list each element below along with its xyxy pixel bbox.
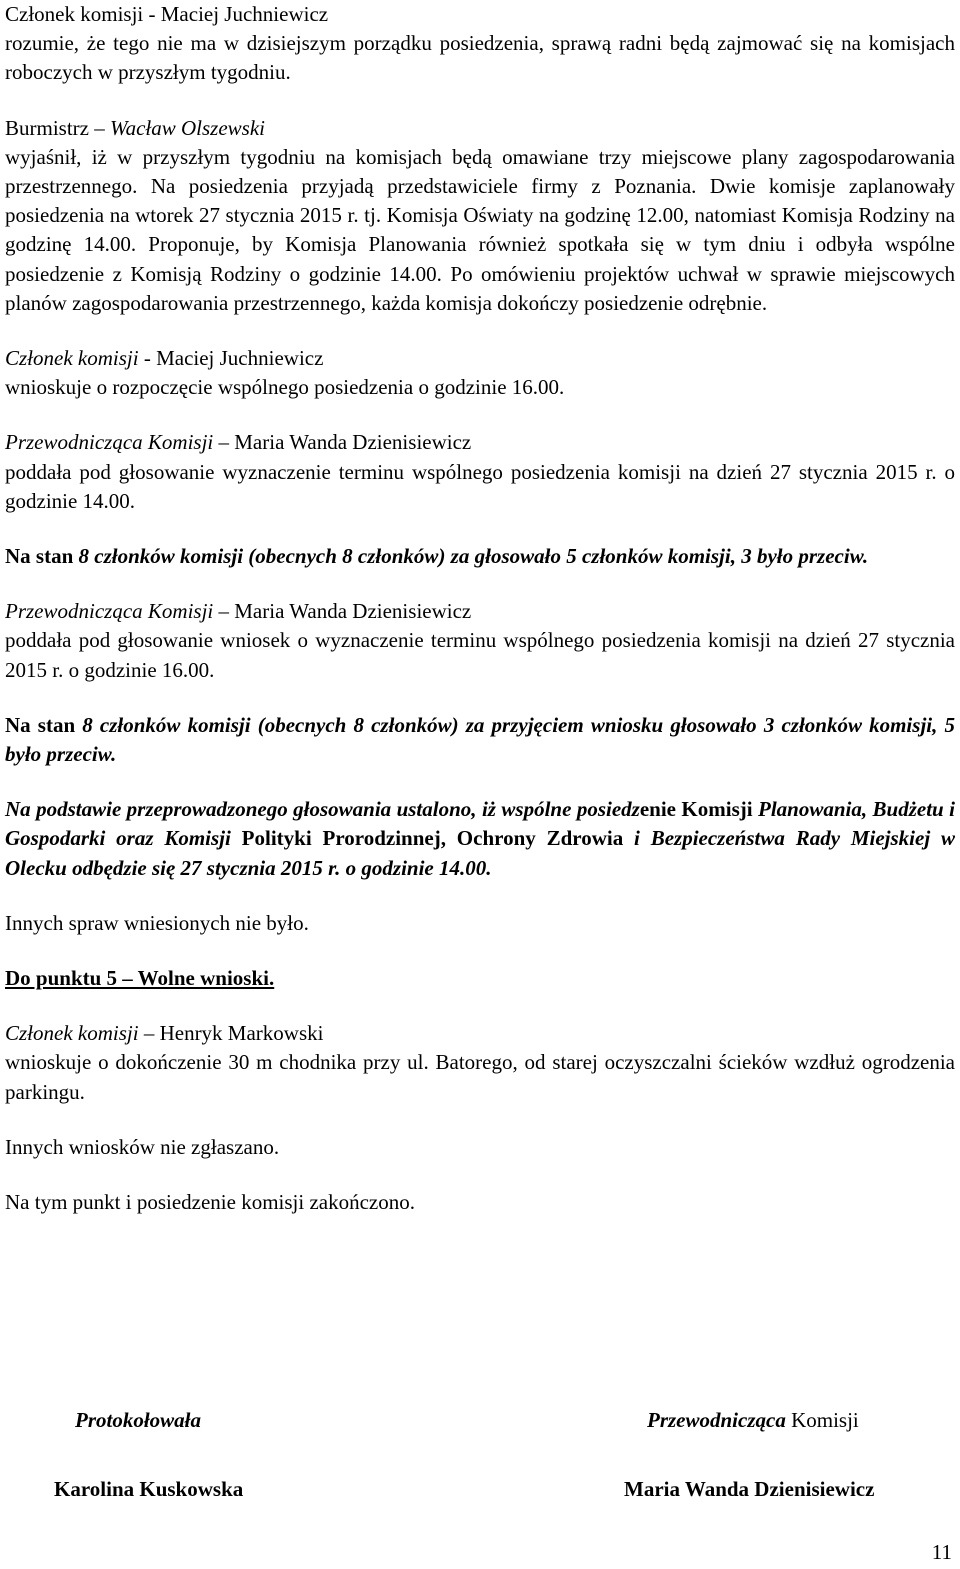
speaker-line: Członek komisji – Henryk Markowski xyxy=(5,1021,324,1046)
statement-text: poddała pod głosowanie wyznaczenie terminu wspólnego posiedzenia komisji na dzień 27 stycznia 2015 r. o godzinie 14.00. xyxy=(5,459,955,513)
speaker-line: Członek komisji - Maciej Juchniewicz xyxy=(5,346,324,371)
vote-result-2: Na stan 8 członków komisji (obecnych 8 członków) za przyjęciem wniosku głosowało 3 członków komisji, 5 było przeciw. xyxy=(5,712,955,767)
speaker-name: Maria Wanda Dzienisiewicz xyxy=(234,430,472,455)
speaker-role: Przewodnicząca Komisji xyxy=(5,599,214,624)
speaker-line: Członek komisji - Maciej Juchniewicz xyxy=(5,2,329,26)
signature-right-title: Przewodnicząca Komisji xyxy=(647,1408,859,1432)
statement-text: rozumie, że tego nie ma w dzisiejszym porządku posiedzenia, sprawą radni będą zajmować się na komisjach roboczych w przyszłym tygodniu. xyxy=(5,31,955,85)
speaker-name: Maria Wanda Dzienisiewicz xyxy=(234,599,472,624)
speaker-role: Burmistrz xyxy=(5,115,89,140)
statement-text: wnioskuje o rozpoczęcie wspólnego posiedzenia o godzinie 16.00. xyxy=(5,375,565,400)
statement-juchniewicz-1 xyxy=(5,0,955,88)
no-other-motions: Innych wniosków nie zgłaszano. xyxy=(5,1134,280,1159)
speaker-role: Przewodnicząca Komisji xyxy=(5,430,214,455)
statement-markowski xyxy=(5,1019,955,1107)
statement-chair-1 xyxy=(5,428,955,516)
speaker-name: Wacław Olszewski xyxy=(110,115,265,140)
signature-right-name: Maria Wanda Dzienisiewicz xyxy=(624,1477,875,1501)
speaker-role: Członek komisji xyxy=(5,346,139,371)
speaker-name: Maciej Juchniewicz xyxy=(156,346,324,371)
signature-left-title: Protokołowała xyxy=(75,1408,202,1432)
speaker-role: Członek komisji xyxy=(5,2,144,26)
closing-statement: Na tym punkt i posiedzenie komisji zakończono. xyxy=(5,1190,415,1215)
document-page xyxy=(5,0,955,1217)
statement-text: poddała pod głosowanie wniosek o wyznaczenie terminu wspólnego posiedzenia komisji na dzień 27 stycznia 2015 r. o godzinie 16.00. xyxy=(5,628,955,682)
statement-juchniewicz-2 xyxy=(5,344,955,402)
signature-left-name: Karolina Kuskowska xyxy=(54,1477,244,1501)
speaker-line: Przewodnicząca Komisji – Maria Wanda Dzienisiewicz xyxy=(5,599,472,624)
statement-chair-2 xyxy=(5,597,955,685)
speaker-name: Maciej Juchniewicz xyxy=(160,2,329,26)
final-decision: Na podstawie przeprowadzonego głosowania ustalono, iż wspólne posiedzenie Komisji Planowania, Budżetu i Gospodarki oraz Komisji Polityki Prorodzinnej, Ochrony Zdrowia i Bezpieczeństwa Rady Miejskiej w Olecku odbędzie się 27 stycznia 2015 r. o godzinie 14.00. xyxy=(5,797,955,880)
statement-text: wyjaśnił, iż w przyszłym tygodniu na komisjach będą omawiane trzy miejscowe plany zagospodarowania przestrzennego. Na posiedzenia przyjadą przedstawiciele firmy z Poznania. Dwie komisje zaplanowały posiedzenia na wtorek 27 stycznia 2015 r. tj. Komisja Oświaty na godzinę 12.00, natomiast Komisja Rodziny na godzinę 14.00. Proponuje, by Komisja Planowania również spotkała się w tym dniu i odbyła wspólne posiedzenie z Komisją Rodziny o godzinie 14.00. Po omówieniu projektów uchwał w sprawie miejscowych planów zagospodarowania przestrzennego, każda komisja dokończy posiedzenie odrębnie. xyxy=(5,144,955,315)
section-heading: Do punktu 5 – Wolne wnioski. xyxy=(5,966,275,991)
vote-result-1: Na stan 8 członków komisji (obecnych 8 członków) za głosowało 5 członków komisji, 3 było przeciw. xyxy=(5,544,869,569)
page-number: 11 xyxy=(931,1539,952,1564)
speaker-name: Henryk Markowski xyxy=(159,1021,324,1046)
speaker-line: Przewodnicząca Komisji – Maria Wanda Dzienisiewicz xyxy=(5,430,472,455)
speaker-role: Członek komisji xyxy=(5,1021,139,1046)
statement-text: wnioskuje o dokończenie 30 m chodnika przy ul. Batorego, od starej oczyszczalni ścieków wzdłuż ogrodzenia parkingu. xyxy=(5,1050,955,1104)
signature-section xyxy=(0,1406,960,1526)
statement-olszewski xyxy=(5,114,955,318)
no-other-matters: Innych spraw wniesionych nie było. xyxy=(5,910,309,935)
speaker-line: Burmistrz – Wacław Olszewski xyxy=(5,115,265,140)
